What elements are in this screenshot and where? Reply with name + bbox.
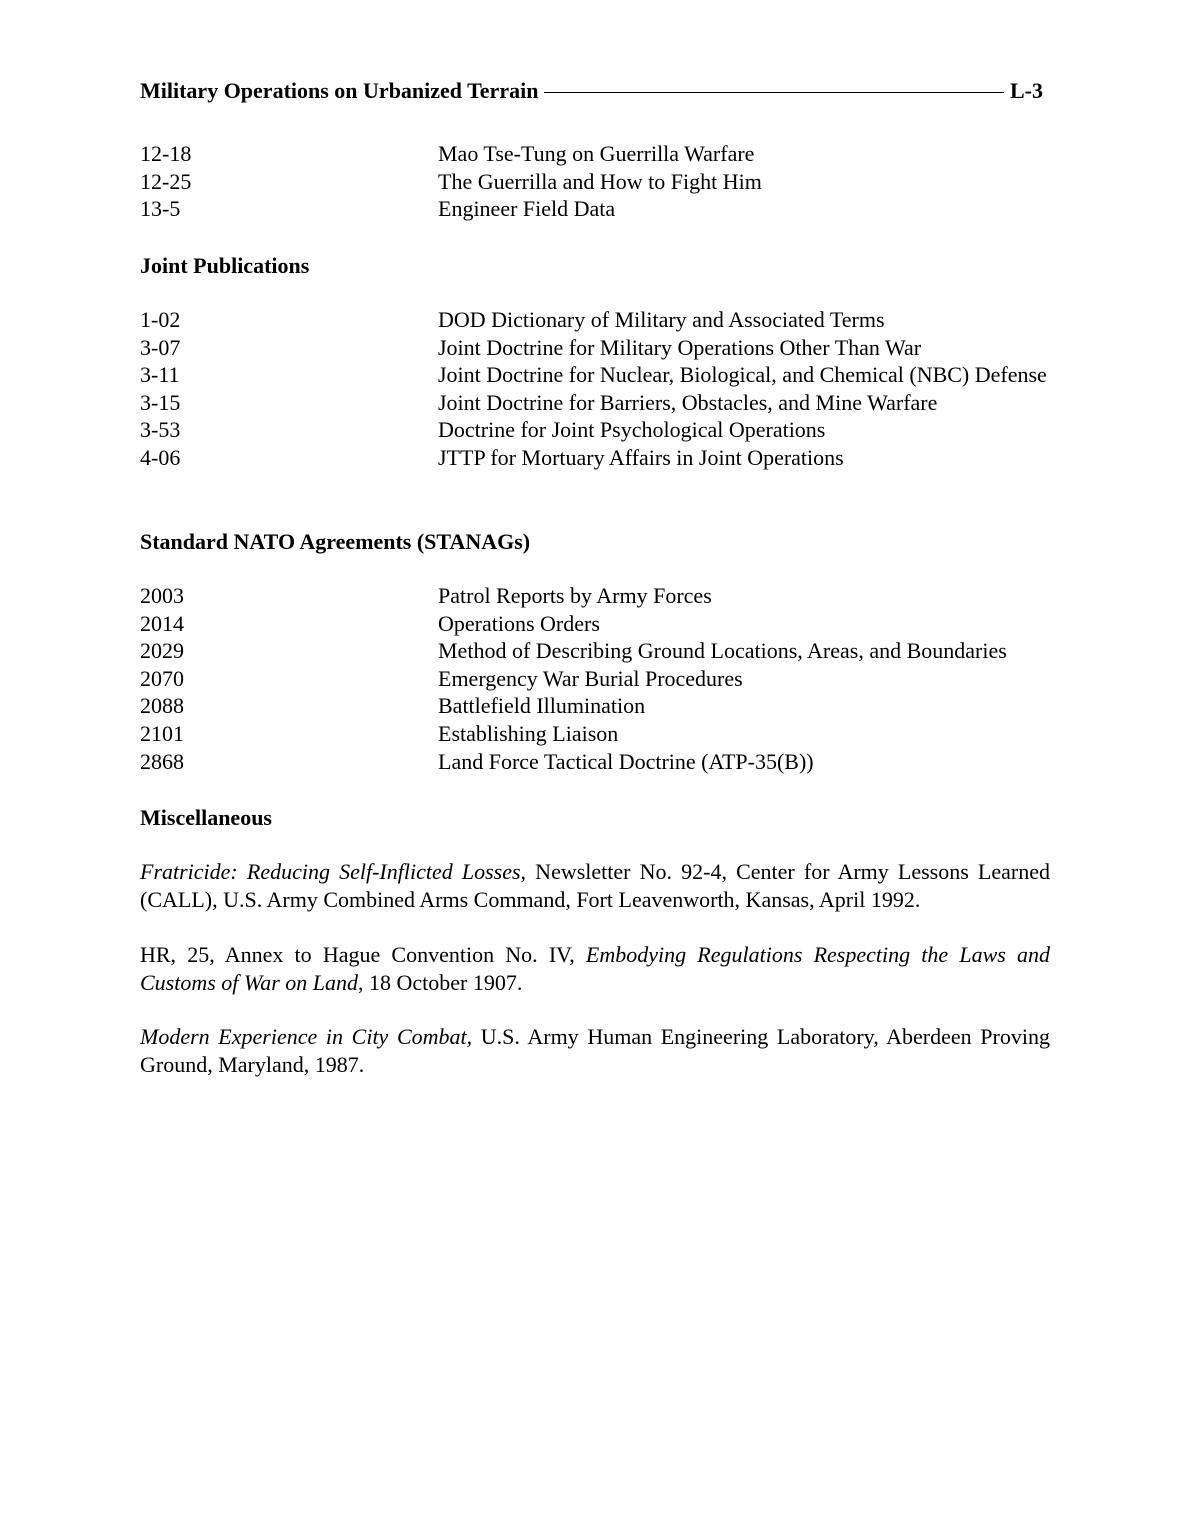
- reference-number: 2070: [140, 665, 184, 691]
- misc-entry-text: , 18 October 1907.: [358, 969, 523, 995]
- section-heading-joint-publications: Joint Publications: [140, 253, 310, 278]
- section-heading-stanags: Standard NATO Agreements (STANAGs): [140, 529, 531, 554]
- list-item: [140, 582, 1050, 610]
- list-item: [140, 665, 1050, 693]
- reference-number: 3-07: [140, 334, 181, 360]
- reference-number: 2088: [140, 693, 184, 719]
- reference-title: Operations Orders: [438, 610, 600, 636]
- list-item: [140, 637, 1050, 665]
- reference-title: The Guerrilla and How to Fight Him: [438, 168, 762, 194]
- list-item: [140, 692, 1050, 720]
- reference-title: JTTP for Mortuary Affairs in Joint Operations: [438, 444, 844, 470]
- running-header-title: Military Operations on Urbanized Terrain: [140, 78, 539, 103]
- reference-title: Battlefield Illumination: [438, 693, 646, 719]
- reference-number: 3-11: [140, 362, 180, 388]
- reference-number: 2029: [140, 638, 184, 664]
- reference-number: 3-15: [140, 389, 181, 415]
- reference-title: Mao Tse-Tung on Guerrilla Warfare: [438, 141, 755, 166]
- reference-title: Method of Describing Ground Locations, Areas, and Boundaries: [438, 638, 1007, 664]
- list-item: [140, 306, 1050, 334]
- joint-publications-list: [140, 306, 1050, 472]
- misc-entry-text: , Newsletter No. 92-4, Center for Army Lessons Learned (CALL), U.S. Army Combined Arms Command, Fort Leavenworth, Kansas, April 1992.: [140, 859, 1050, 912]
- reference-title: Patrol Reports by Army Forces: [438, 583, 712, 608]
- list-item: [140, 444, 1050, 472]
- reference-title: Joint Doctrine for Military Operations Other Than War: [438, 334, 922, 360]
- list-item: [140, 416, 1050, 444]
- reference-title: Joint Doctrine for Nuclear, Biological, and Chemical (NBC) Defense: [438, 362, 1047, 388]
- reference-number: 2003: [140, 583, 184, 608]
- misc-entry-city-combat: [140, 1023, 1050, 1078]
- reference-title: Establishing Liaison: [438, 720, 619, 746]
- running-header: [140, 76, 1043, 106]
- misc-entry-prefix: HR, 25, Annex to Hague Convention No. IV,: [140, 942, 586, 967]
- list-item: [140, 748, 1050, 776]
- misc-entry-text: U.S. Army Human Engineering Laboratory, Aberdeen Proving Ground, Maryland, 1987.: [140, 1024, 1050, 1077]
- reference-number: 1-02: [140, 307, 181, 332]
- list-item: [140, 610, 1050, 638]
- reference-number: 13-5: [140, 196, 181, 222]
- reference-title: Land Force Tactical Doctrine (ATP-35(B)): [438, 748, 814, 774]
- reference-number: 2101: [140, 720, 184, 746]
- misc-entry-fratricide: [140, 858, 1050, 913]
- list-item: [140, 389, 1050, 417]
- misc-entry-hague: [140, 941, 1050, 996]
- stanag-list: [140, 582, 1050, 775]
- reference-number: 2014: [140, 610, 184, 636]
- reference-title: Engineer Field Data: [438, 196, 616, 222]
- reference-title: Joint Doctrine for Barriers, Obstacles, and Mine Warfare: [438, 389, 938, 415]
- list-item: [140, 140, 1050, 168]
- reference-title: Emergency War Burial Procedures: [438, 665, 743, 691]
- list-item: [140, 720, 1050, 748]
- misc-entry-italic-title: Modern Experience in City Combat,: [140, 1024, 473, 1049]
- army-reference-list: [140, 140, 1050, 223]
- misc-entry-italic-title: Fratricide: Reducing Self-Inflicted Losses: [140, 859, 521, 884]
- reference-title: Doctrine for Joint Psychological Operations: [438, 417, 826, 443]
- list-item: [140, 334, 1050, 362]
- header-rule: [544, 92, 1004, 93]
- page-number: L-3: [1010, 78, 1043, 103]
- list-item: [140, 195, 1050, 223]
- misc-entry-italic-title: Embodying Regulations Respecting the Laws and Customs of War on Land: [140, 942, 1051, 995]
- list-item: [140, 361, 1050, 389]
- reference-number: 2868: [140, 748, 184, 774]
- reference-title: DOD Dictionary of Military and Associated Terms: [438, 307, 885, 332]
- reference-number: 12-25: [140, 168, 192, 194]
- reference-number: 3-53: [140, 417, 181, 443]
- section-heading-miscellaneous: Miscellaneous: [140, 805, 272, 830]
- reference-number: 4-06: [140, 444, 181, 470]
- reference-number: 12-18: [140, 141, 192, 166]
- list-item: [140, 168, 1050, 196]
